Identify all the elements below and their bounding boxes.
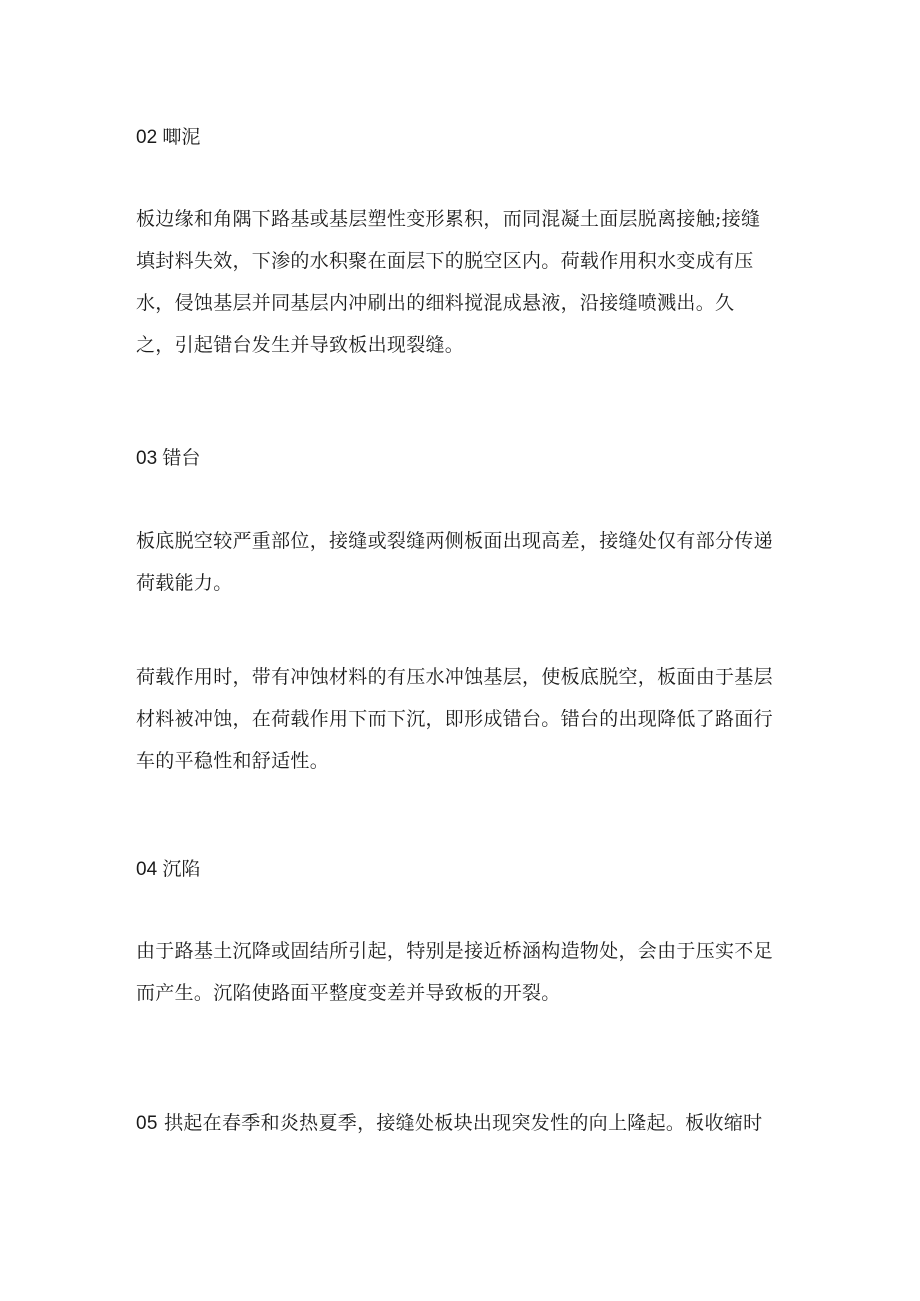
section-05-text: 拱起在春季和炎热夏季，接缝处板块出现突发性的向上隆起。板收缩时	[164, 1112, 763, 1134]
paragraph-line: 由于路基土沉降或固结所引起，特别是接近桥涵构造物处，会由于压实不足	[136, 940, 773, 962]
section-02-paragraph	[136, 198, 796, 366]
paragraph-line: 板底脱空较严重部位，接缝或裂缝两侧板面出现高差，接缝处仅有部分传递	[136, 530, 773, 552]
section-03-paragraph-2	[136, 656, 796, 782]
paragraph-line	[136, 1102, 796, 1145]
paragraph-line: 荷载作用时，带有冲蚀材料的有压水冲蚀基层，使板底脱空，板面由于基层	[136, 666, 773, 688]
paragraph-line: 材料被冲蚀，在荷载作用下而下沉，即形成错台。错台的出现降低了路面行	[136, 708, 773, 730]
paragraph-line: 板边缘和角隅下路基或基层塑性变形累积，而同混凝土面层脱离接触;接缝	[136, 208, 761, 230]
paragraph-line: 水，侵蚀基层并同基层内冲刷出的细料搅混成悬液，沿接缝喷溅出。久	[136, 292, 735, 314]
paragraph-line: 车的平稳性和舒适性。	[136, 750, 330, 772]
section-03-paragraph-1	[136, 520, 796, 604]
paragraph-line: 荷载能力。	[136, 572, 233, 594]
paragraph-line: 而产生。沉陷使路面平整度变差并导致板的开裂。	[136, 982, 561, 1004]
section-number-05: 05	[136, 1113, 158, 1134]
section-04-paragraph	[136, 930, 796, 1014]
paragraph-line: 填封料失效，下渗的水积聚在面层下的脱空区内。荷载作用积水变成有压	[136, 250, 754, 272]
section-05-paragraph	[136, 1102, 796, 1145]
section-heading-02: 02 唧泥	[136, 127, 201, 148]
section-heading-04: 04 沉陷	[136, 859, 201, 880]
paragraph-line: 之，引起错台发生并导致板出现裂缝。	[136, 334, 465, 356]
section-heading-03: 03 错台	[136, 448, 201, 469]
